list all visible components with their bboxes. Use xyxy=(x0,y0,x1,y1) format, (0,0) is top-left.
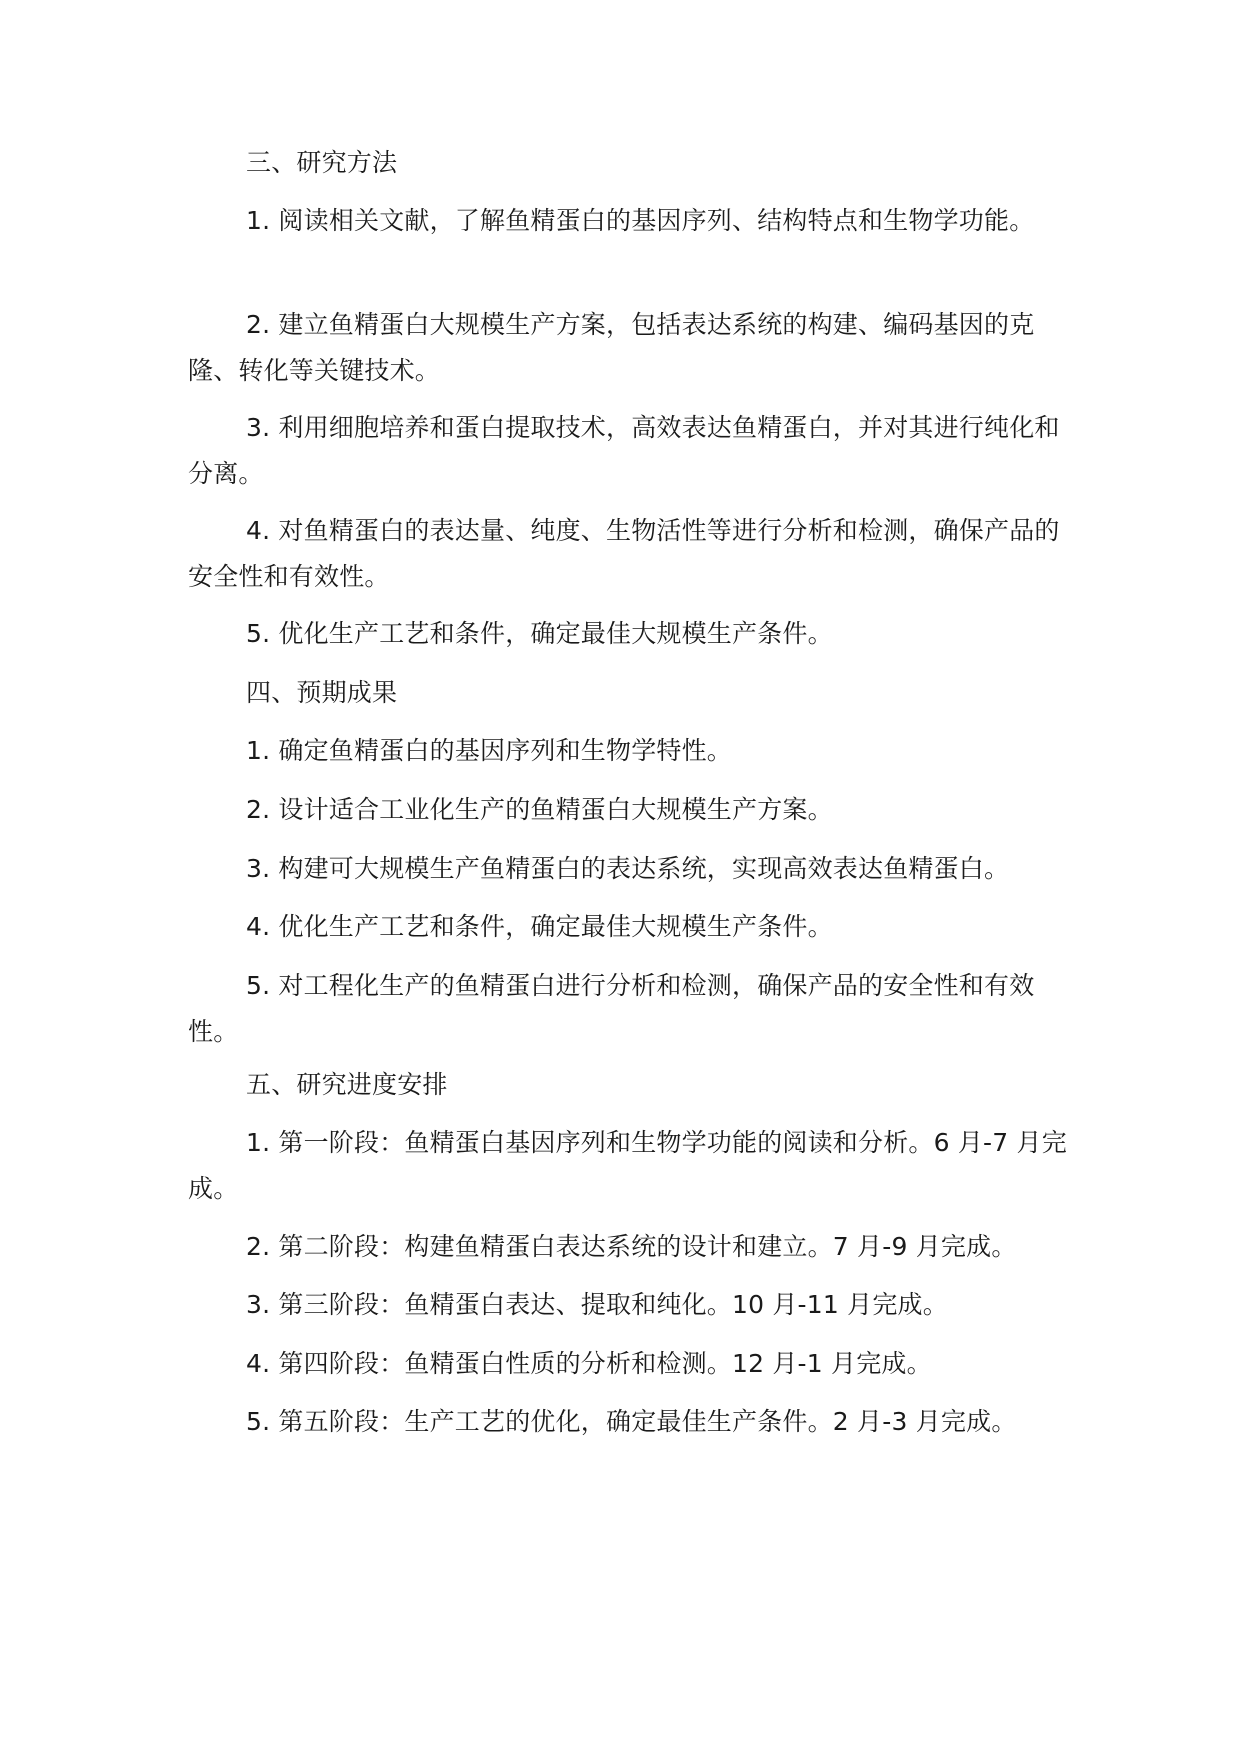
section-heading-methods: 三、研究方法 xyxy=(246,148,398,177)
outcomes-item-2: 2. 设计适合工业化生产的鱼精蛋白大规模生产方案。 xyxy=(246,795,833,824)
schedule-item-3: 3. 第三阶段：鱼精蛋白表达、提取和纯化。10 月-11 月完成。 xyxy=(246,1290,948,1319)
outcomes-item-3: 3. 构建可大规模生产鱼精蛋白的表达系统，实现高效表达鱼精蛋白。 xyxy=(246,854,1010,883)
schedule-item-2: 2. 第二阶段：构建鱼精蛋白表达系统的设计和建立。7 月-9 月完成。 xyxy=(246,1232,1017,1261)
schedule-item-5: 5. 第五阶段：生产工艺的优化，确定最佳生产条件。2 月-3 月完成。 xyxy=(246,1407,1017,1436)
outcomes-item-5: 5. 对工程化生产的鱼精蛋白进行分析和检测，确保产品的安全性和有效性。 xyxy=(188,971,1035,1046)
section-heading-outcomes: 四、预期成果 xyxy=(246,678,398,707)
methods-item-2: 2. 建立鱼精蛋白大规模生产方案，包括表达系统的构建、编码基因的克隆、转化等关键技术。 xyxy=(188,310,1035,385)
outcomes-item-1: 1. 确定鱼精蛋白的基因序列和生物学特性。 xyxy=(246,736,733,765)
schedule-item-1: 1. 第一阶段：鱼精蛋白基因序列和生物学功能的阅读和分析。6 月-7 月完成。 xyxy=(188,1128,1067,1203)
methods-item-1: 1. 阅读相关文献，了解鱼精蛋白的基因序列、结构特点和生物学功能。 xyxy=(246,206,1035,235)
outcomes-item-4: 4. 优化生产工艺和条件，确定最佳大规模生产条件。 xyxy=(246,912,833,941)
methods-item-5: 5. 优化生产工艺和条件，确定最佳大规模生产条件。 xyxy=(246,619,833,648)
schedule-item-4: 4. 第四阶段：鱼精蛋白性质的分析和检测。12 月-1 月完成。 xyxy=(246,1349,932,1378)
methods-item-3: 3. 利用细胞培养和蛋白提取技术，高效表达鱼精蛋白，并对其进行纯化和分离。 xyxy=(188,413,1060,488)
methods-item-4: 4. 对鱼精蛋白的表达量、纯度、生物活性等进行分析和检测，确保产品的安全性和有效性。 xyxy=(188,516,1060,591)
section-heading-schedule: 五、研究进度安排 xyxy=(246,1070,448,1099)
